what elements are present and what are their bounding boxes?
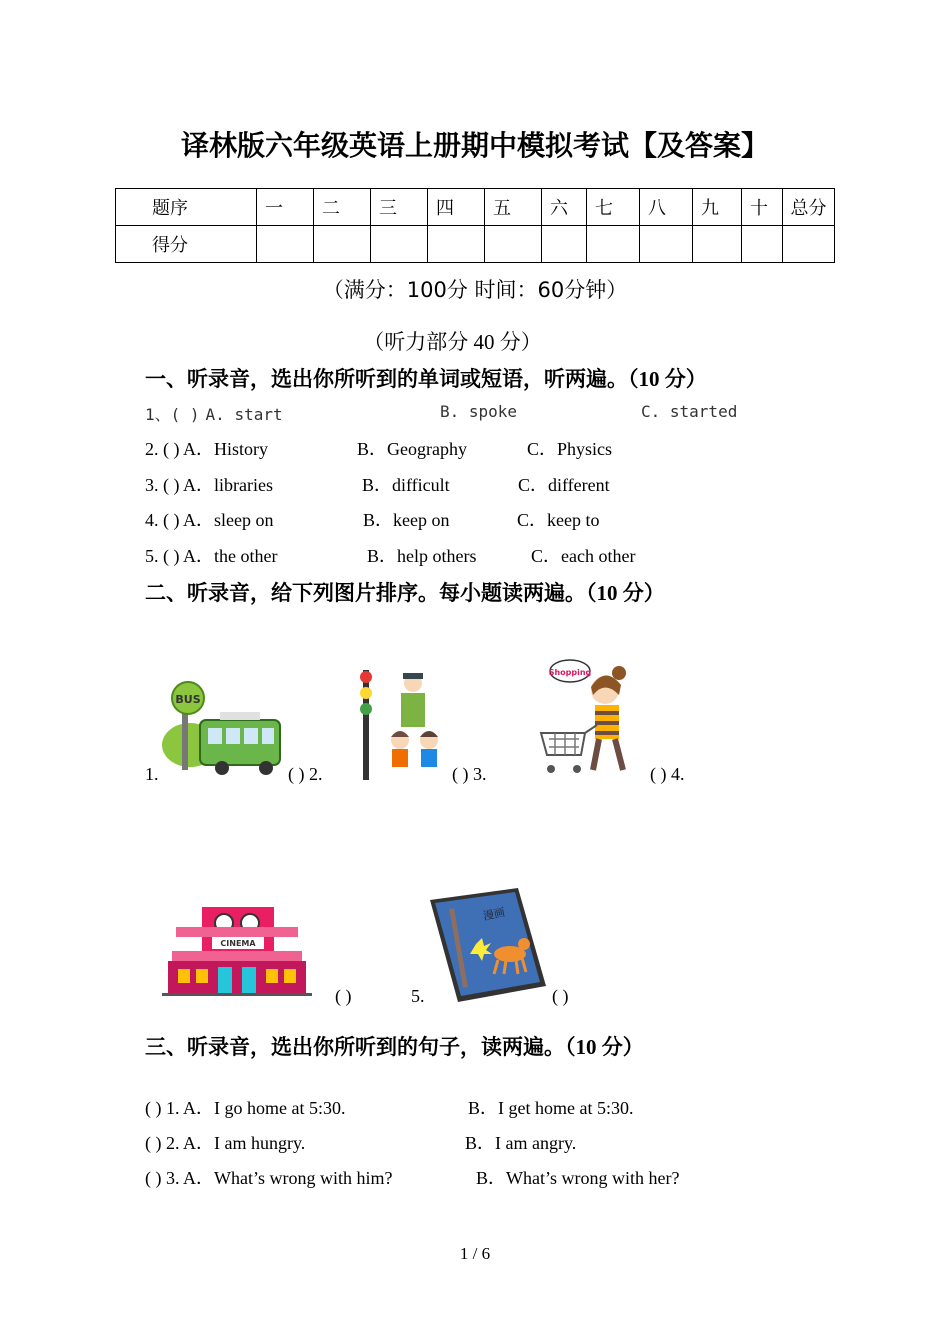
section-2-points: （10 分） [586,581,665,605]
score-table-score-row [116,226,835,263]
score-table-cell: 三 [371,189,428,226]
option-c: C．each other [531,546,636,566]
section-1-title: 一、听录音，选出你所听到的单词或短语，听两遍。 [145,367,628,391]
traffic-police-picture [355,665,455,780]
score-entry-cell[interactable] [428,226,485,263]
score-entry-cell[interactable] [257,226,314,263]
listening-part-label: （听力部分 40 分） [363,330,542,354]
answer-blank-2[interactable]: ( ) 3. [452,764,487,784]
option-a: A. start [205,405,283,424]
section-2-title: 二、听录音，给下列图片排序。每小题读两遍。 [145,581,586,605]
bus-sign-text: BUS [175,693,201,706]
shopping-picture [535,655,640,780]
comic-title-text: 漫画 [481,905,507,923]
option-b: B．Geography [357,439,467,459]
sentence-question-1: ( ) 1. A．I go home at 5:30. [145,1098,346,1118]
score-entry-cell[interactable] [485,226,542,263]
comic-book-picture [428,888,548,1003]
score-table-cell: 十 [742,189,783,226]
answer-blank-4[interactable]: ( ) [335,986,352,1006]
option-c: C. started [641,402,738,421]
section-3-heading [145,1031,644,1061]
picture-number-5: 5. [411,986,425,1006]
score-entry-cell[interactable] [640,226,693,263]
shopping-tag-text: Shopping [548,668,592,677]
score-table-cell: 九 [693,189,742,226]
option-b: B．difficult [362,475,450,495]
picture-number-1: 1. [145,764,159,784]
section-2-heading [145,577,665,607]
score-table-cell: 题序 [116,189,257,226]
cinema-sign-text: CINEMA [220,939,256,948]
sentence-option-b: B．I am angry. [465,1133,577,1153]
bus-stop-picture [160,680,285,780]
option-c: C．Physics [527,439,613,459]
score-table-header-row [116,189,835,226]
score-entry-cell[interactable] [783,226,835,263]
answer-blank-3[interactable]: ( ) 4. [650,764,685,784]
page-number: 1 / 6 [459,1244,491,1263]
question-1-4: 4. ( ) A．sleep on [145,510,274,530]
section-3-points: （10 分） [565,1035,644,1059]
sentence-question-3: ( ) 3. A．What’s wrong with him? [145,1168,393,1188]
option-b: B．help others [367,546,477,566]
page-title: 译林版六年级英语上册期中模拟考试【及答案】 [180,129,769,162]
question-1-5: 5. ( ) A．the other [145,546,278,566]
score-table-cell: 六 [542,189,587,226]
exam-meta: （满分：100分 时间：60分钟） [322,278,628,302]
sentence-option-b: B．I get home at 5:30. [468,1098,634,1118]
answer-blank-1[interactable]: ( ) 2. [288,764,323,784]
question-1-2: 2. ( ) A．History [145,439,268,459]
score-table-cell: 八 [640,189,693,226]
section-3-title: 三、听录音，选出你所听到的句子，读两遍。 [145,1035,565,1059]
option-c: C．keep to [517,510,600,530]
section-1-heading [145,363,707,393]
option-c: C．different [518,475,610,495]
question-1-1 [145,402,283,425]
option-b: B. spoke [440,402,518,421]
score-entry-cell[interactable] [587,226,640,263]
score-table [115,188,835,263]
option-b: B．keep on [363,510,450,530]
sentence-option-b: B．What’s wrong with her? [476,1168,680,1188]
score-table-cell: 四 [428,189,485,226]
question-1-3: 3. ( ) A．libraries [145,475,273,495]
score-entry-cell[interactable] [371,226,428,263]
score-table-cell: 五 [485,189,542,226]
section-1-points: （10 分） [628,367,707,391]
cinema-picture [162,905,312,1000]
score-entry-cell[interactable] [542,226,587,263]
score-table-cell: 七 [587,189,640,226]
score-entry-cell[interactable] [742,226,783,263]
score-table-cell: 总分 [783,189,835,226]
sentence-question-2: ( ) 2. A．I am hungry. [145,1133,306,1153]
score-table-cell: 二 [314,189,371,226]
answer-blank-5[interactable]: ( ) [552,986,569,1006]
score-table-cell: 一 [257,189,314,226]
score-entry-cell[interactable] [693,226,742,263]
question-number: 1、( ) [145,405,200,424]
score-entry-cell[interactable] [314,226,371,263]
score-table-cell: 得分 [116,226,257,263]
